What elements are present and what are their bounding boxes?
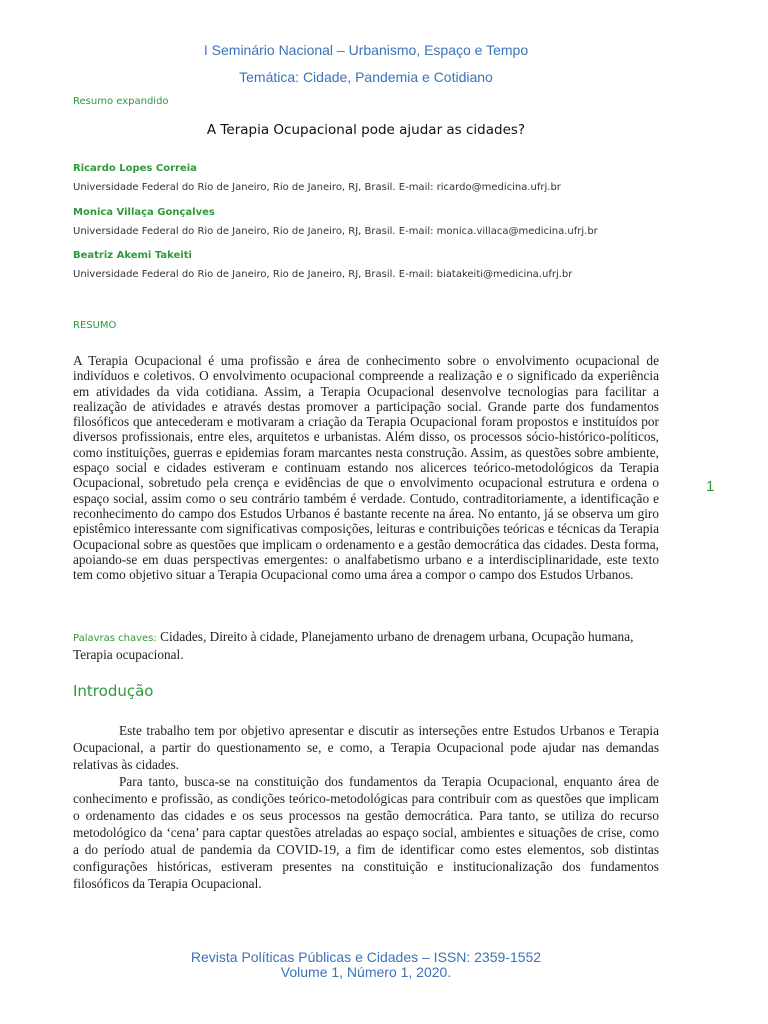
author-affiliation: Universidade Federal do Rio de Janeiro, Rio de Janeiro, RJ, Brasil. E-mail: monica.villaca@medicina.ufrj.br	[73, 226, 598, 237]
seminar-theme: Temática: Cidade, Pandemia e Cotidiano	[239, 69, 493, 85]
author-name: Beatriz Akemi Takeiti	[73, 250, 192, 261]
journal-volume: Volume 1, Número 1, 2020.	[280, 964, 452, 980]
seminar-title: I Seminário Nacional – Urbanismo, Espaço e Tempo	[203, 42, 529, 58]
author-affiliation: Universidade Federal do Rio de Janeiro, Rio de Janeiro, RJ, Brasil. E-mail: biatakeiti@medicina.ufrj.br	[73, 269, 573, 280]
keywords-text: Cidades, Direito à cidade, Planejamento urbano de drenagem urbana, Ocupação humana, Terapia ocupacional.	[73, 629, 634, 662]
journal-footer: Revista Políticas Públicas e Cidades – ISSN: 2359-1552	[190, 949, 542, 965]
paper-title: A Terapia Ocupacional pode ajudar as cidades?	[206, 122, 526, 138]
author-name: Ricardo Lopes Correia	[73, 163, 197, 174]
introduction-body	[73, 722, 659, 892]
author-block	[73, 250, 572, 280]
keywords-label: Palavras chaves:	[73, 633, 157, 644]
keywords	[73, 629, 659, 663]
page-number: 1	[706, 478, 715, 495]
author-block	[73, 163, 561, 193]
paragraph: Para tanto, busca-se na constituição dos fundamentos da Terapia Ocupacional, enquanto área de conhecimento e profissão, as condições teórico-metodológicas para contribuir com as questões que implicam o ordenamento das cidades e os seus processos na gestão democrática. Para tanto, se utiliza do recurso metodológico da ‘cena’ para captar questões atreladas ao espaço social, ambientes e situações de crise, como a do período atual de pandemia da COVID-19, a fim de identificar como estes elementos, sob distintas configurações históricas, estiveram presentes na constituição e institucionalização dos fundamentos filosóficos da Terapia Ocupacional.	[73, 774, 659, 891]
abstract-heading: RESUMO	[73, 320, 117, 331]
author-name: Monica Villaça Gonçalves	[73, 207, 215, 218]
author-affiliation: Universidade Federal do Rio de Janeiro, Rio de Janeiro, RJ, Brasil. E-mail: ricardo@medicina.ufrj.br	[73, 182, 561, 193]
abstract-body: A Terapia Ocupacional é uma profissão e área de conhecimento sobre o envolvimento ocupacional de indivíduos e coletivos. O envolvimento ocupacional compreende a realização e o significado da experiência em atividades da vida cotidiana. Assim, a Terapia Ocupacional desenvolve tecnologias para facilitar a realização de atividades e através destas promover a participação social. Grande parte dos fundamentos filosóficos que antecederam e motivaram a criação da Terapia Ocupacional foram propostos e instituídos por diversos profissionais, entre eles, arquitetos e urbanistas. Além disso, os processos sócio-histórico-políticos, como instituições, guerras e epidemias foram marcantes nesta construção. Assim, as questões sobre ambiente, espaço social e cidades estiveram e continuam estando nos alicerces teórico-metodológicos da Terapia Ocupacional, sobretudo pela crença e evidências de que o envolvimento ocupacional estrutura e ordena o espaço social, assim como o seu contrário também é verdade. Contudo, contraditoriamente, a identificação e reconhecimento do campo dos Estudos Urbanos é bastante recente na área. No entanto, já se observa um giro epistêmico interessante com significativas composições, leituras e contribuições teóricas e técnicas da Terapia Ocupacional sobre as questões que implicam o ordenamento e a gestão democrática das cidades. Desta forma, apoiando-se em duas perspectivas emergentes: o analfabetismo urbano e a interdisciplinaridade, este texto tem como objetivo situar a Terapia Ocupacional como uma área a compor o campo dos Estudos Urbanos.	[73, 353, 659, 583]
document-type: Resumo expandido	[73, 96, 169, 107]
section-heading-introduction: Introdução	[73, 682, 154, 700]
author-block	[73, 207, 598, 237]
paragraph: Este trabalho tem por objetivo apresentar e discutir as interseções entre Estudos Urbanos e Terapia Ocupacional, a partir do questionamento se, e como, a Terapia Ocupacional pode ajudar nas demandas relativas às cidades.	[73, 723, 659, 772]
